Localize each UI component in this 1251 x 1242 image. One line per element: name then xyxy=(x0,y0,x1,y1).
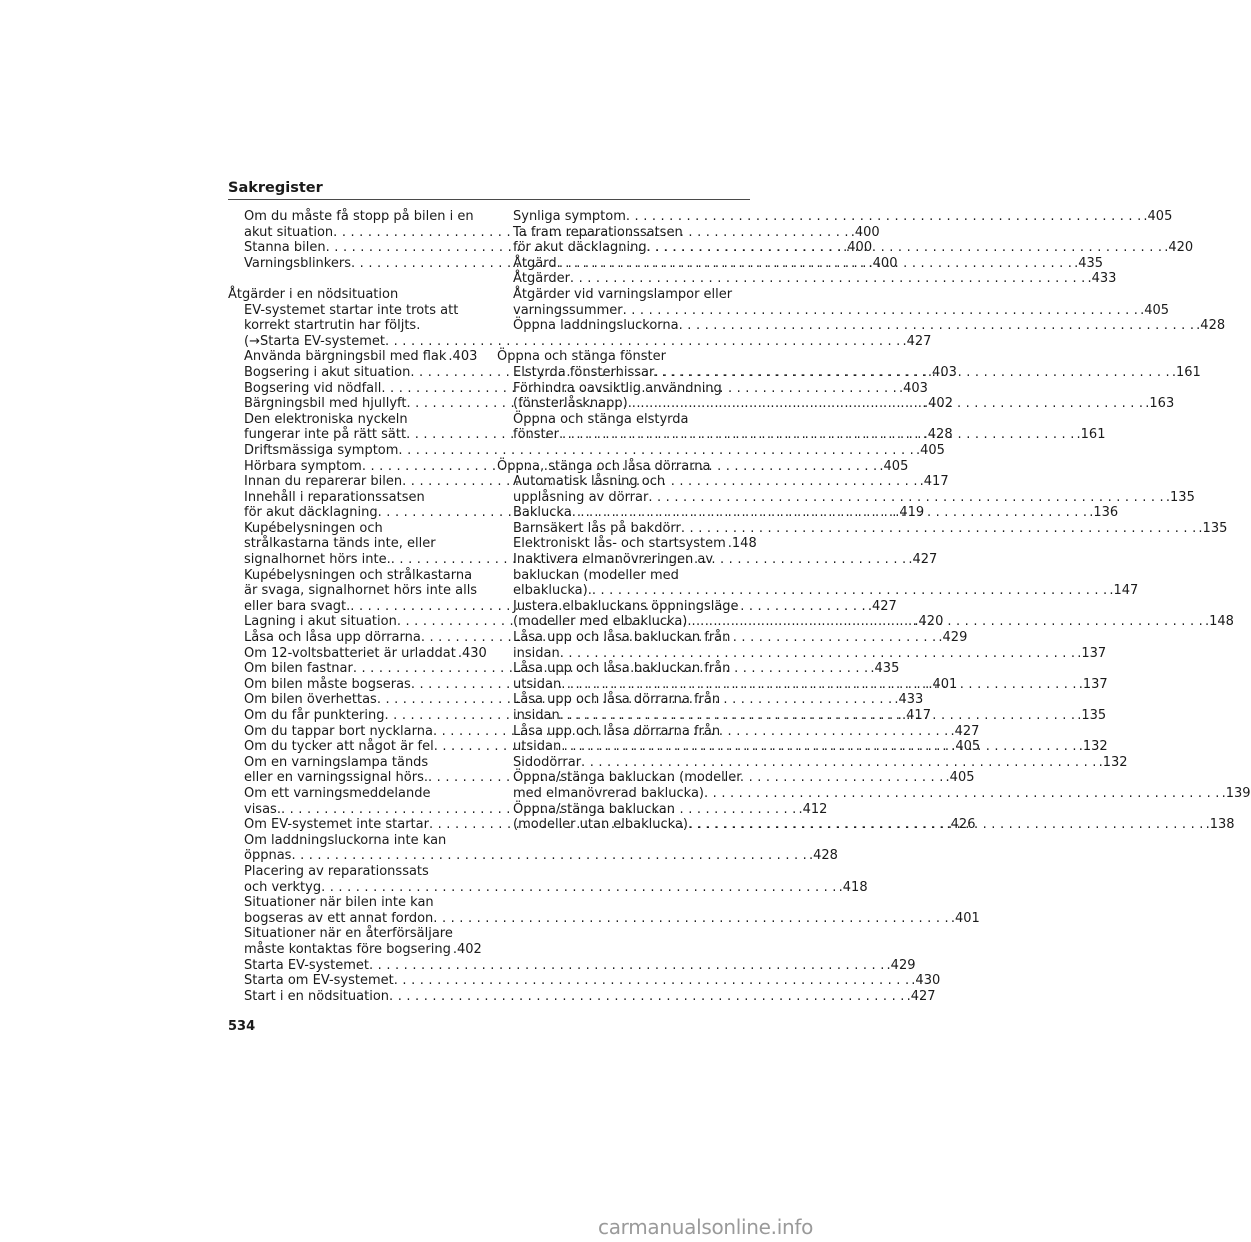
index-entry-label: Varningsblinkers xyxy=(244,255,351,271)
index-entry-page: .435 xyxy=(1074,255,1104,271)
index-entry-page: .420 xyxy=(914,614,944,630)
index-subentry-text: Låsa upp och låsa dörrarna från xyxy=(513,692,721,708)
index-entry[interactable] xyxy=(228,879,868,896)
dot-leader xyxy=(681,521,1197,537)
index-entry-label: Stanna bilen xyxy=(244,240,326,256)
index-subentry-text: är svaga, signalhornet hörs inte alls xyxy=(244,583,478,599)
index-heading: Öppna, stänga och låsa dörrarna xyxy=(497,458,711,474)
index-subentry-text: Åtgärder vid varningslampor eller xyxy=(513,286,733,302)
dot-leader xyxy=(679,318,1195,334)
index-entry-page: .427 xyxy=(867,598,897,614)
dot-leader xyxy=(291,848,807,864)
index-entry-page: .139 xyxy=(1221,785,1251,801)
index-entry-label: eller en varningssignal hörs. xyxy=(244,770,428,786)
index-entry-page: .403 xyxy=(448,349,478,365)
index-entry-label: (→Starta EV-systemet xyxy=(244,333,385,349)
index-entry-label: Bärgningsbil med hjullyft xyxy=(244,396,407,412)
spacer xyxy=(228,271,474,287)
index-subentry-text: bakluckan (modeller med xyxy=(513,567,679,583)
index-entry-page: .412 xyxy=(798,801,828,817)
index-entry[interactable] xyxy=(228,973,941,989)
index-entry-page: .417 xyxy=(902,708,931,723)
index-entry-page: .402 xyxy=(924,396,953,412)
index-entry[interactable] xyxy=(497,520,1228,537)
index-entry-label: för akut däcklagning xyxy=(513,240,647,256)
index-entry-page: .163 xyxy=(1145,396,1175,412)
index-subentry-text: Om laddningsluckorna inte kan xyxy=(244,832,447,848)
index-entry-page: .403 xyxy=(927,364,957,380)
index-entry-page: .132 xyxy=(1078,739,1108,755)
index-entry-label: Starta om EV-systemet xyxy=(244,973,394,989)
index-subentry-text: Situationer när bilen inte kan xyxy=(244,895,434,911)
index-entry-page: .402 xyxy=(452,941,482,957)
index-entry[interactable] xyxy=(497,754,1128,771)
dot-leader xyxy=(321,880,837,896)
index-subentry-text: Öppna/stänga bakluckan xyxy=(513,801,675,817)
index-entry-page: .417 xyxy=(919,474,949,490)
index-subentry-text: Öppna/stänga bakluckan (modeller xyxy=(513,770,742,786)
index-subentry-text: Kupébelysningen och strålkastarna xyxy=(244,567,473,583)
index-entry-page: .161 xyxy=(1171,364,1201,380)
index-entry-label: Låsa och låsa upp dörrarna xyxy=(244,630,421,646)
index-entry-label: Lagning i akut situation xyxy=(244,614,397,630)
index-entry-label: Bogsering vid nödfall xyxy=(244,380,382,396)
index-entry-label: Om bilen överhettas xyxy=(244,692,377,708)
index-entry-page: .427 xyxy=(908,552,938,568)
page-title: Sakregister xyxy=(228,180,323,196)
dot-leader xyxy=(369,958,885,974)
index-entry-label: eller bara svagt. xyxy=(244,598,351,614)
index-entry-label: Elektroniskt lås- och startsystem xyxy=(513,536,726,552)
index-entry-page: .401 xyxy=(928,676,958,692)
header-rule xyxy=(228,199,750,200)
index-entry-page: .429 xyxy=(886,957,916,973)
index-subentry-text: korrekt startrutin har följts. xyxy=(244,318,421,334)
index-subentry-text: Justera elbakluckans öppningsläge xyxy=(513,598,739,614)
index-subentry-text: Om du måste få stopp på bilen i en xyxy=(244,209,474,224)
index-subentry-text: Låsa upp och låsa bakluckan från xyxy=(513,661,731,677)
index-entry-page: .427 xyxy=(906,988,936,1004)
index-heading: Åtgärder i en nödsituation xyxy=(228,286,399,302)
index-entry-page: .138 xyxy=(1205,817,1235,833)
index-entry-label: Starta EV-systemet xyxy=(244,957,369,973)
dot-leader xyxy=(433,911,949,927)
index-entry-page: .405 xyxy=(951,739,981,755)
dot-leader xyxy=(560,708,1076,724)
index-entry-page: .429 xyxy=(938,630,968,646)
dot-leader xyxy=(581,755,1097,771)
index-subentry-text: Låsa upp och låsa bakluckan från xyxy=(513,630,731,646)
dot-leader xyxy=(570,271,1086,287)
index-entry-page: .426 xyxy=(946,817,976,833)
index-subentry-text: Automatisk låsning och xyxy=(513,474,666,490)
index-entry-label: (modeller med elbaklucka) xyxy=(513,614,688,630)
dot-leader xyxy=(389,989,905,1005)
dot-leader xyxy=(394,973,910,989)
index-entry-label: varningssummer xyxy=(513,302,623,318)
index-entry[interactable] xyxy=(497,583,1139,599)
index-entry[interactable] xyxy=(497,536,757,552)
index-entry-label: Synliga symptom xyxy=(513,209,626,224)
index-entry[interactable] xyxy=(228,848,838,864)
index-entry-page: .405 xyxy=(945,770,975,786)
index-entry-page: .433 xyxy=(1087,271,1117,287)
dot-leader xyxy=(561,739,1077,755)
index-entry-label: Om du tycker att något är fel xyxy=(244,739,434,755)
page-header xyxy=(228,179,750,200)
index-subentry-text: strålkastarna tänds inte, eller xyxy=(244,536,436,552)
index-entry-label: elbaklucka). xyxy=(513,583,592,599)
dot-leader xyxy=(654,365,1170,381)
index-entry-label: insidan xyxy=(513,708,560,723)
index-entry-page: .420 xyxy=(1164,240,1194,256)
index-entry-page: .400 xyxy=(843,240,873,256)
index-subentry-text: Inaktivera elmanövreringen av xyxy=(513,552,714,568)
index-entry-label: insidan xyxy=(513,645,560,661)
index-entry-label: signalhornet hörs inte. xyxy=(244,552,391,568)
index-entry-page: .400 xyxy=(868,255,898,271)
index-entry-page: .161 xyxy=(1076,427,1106,443)
index-entry-label: Öppna laddningsluckorna xyxy=(513,318,679,334)
index-entry-label: fungerar inte på rätt sätt xyxy=(244,427,407,443)
index-subentry-text: Förhindra oavsiktlig användning xyxy=(513,380,722,396)
index-entry-page: .405 xyxy=(1143,209,1173,224)
index-entry-label: akut situation xyxy=(244,224,334,240)
index-entry-page: .435 xyxy=(870,661,900,677)
index-entry-page: .403 xyxy=(898,380,928,396)
dot-leader xyxy=(687,614,1203,630)
index-entry-page: .148 xyxy=(1204,614,1234,630)
index-entry-label: Sidodörrar xyxy=(513,754,582,770)
index-entry-label: Baklucka xyxy=(513,505,572,521)
index-entry-page: .135 xyxy=(1198,520,1228,536)
index-entry-page: .418 xyxy=(838,879,868,895)
index-entry-page: .430 xyxy=(911,973,941,989)
index-entry[interactable] xyxy=(228,957,916,974)
index-entry-label: Åtgärder xyxy=(513,271,570,287)
index-subentry-text: Den elektroniska nyckeln xyxy=(244,411,408,427)
dot-leader xyxy=(628,396,1144,412)
spacer xyxy=(497,334,751,350)
index-entry-label: Hörbara symptom xyxy=(244,458,362,474)
watermark: carmanualsonline.info xyxy=(598,1215,814,1239)
index-entry-page: .430 xyxy=(457,645,487,661)
index-entry-page: .428 xyxy=(808,848,838,864)
index-entry-page: .401 xyxy=(950,910,980,926)
index-entry-label: Elstyrda fönsterhissar xyxy=(513,364,655,380)
index-entry-label: Om bilen fastnar xyxy=(244,661,353,677)
index-entry[interactable] xyxy=(497,318,1226,334)
index-entry-label: Om EV-systemet inte startar xyxy=(244,817,429,833)
index-subentry-text: Placering av reparationssats xyxy=(244,863,429,879)
index-entry-label: Om bilen måste bogseras xyxy=(244,676,411,692)
dot-leader xyxy=(560,646,1076,662)
index-entry-label: och verktyg xyxy=(244,879,322,895)
index-entry-page: .405 xyxy=(915,442,945,458)
page-number: 534 xyxy=(228,1019,256,1034)
index-entry-page: .136 xyxy=(1089,505,1119,521)
index-entry-page: .427 xyxy=(950,723,980,739)
index-entry-label: upplåsning av dörrar xyxy=(513,489,649,505)
index-subentry-text: Låsa upp och låsa dörrarna från xyxy=(513,723,721,739)
index-entry[interactable] xyxy=(497,271,1117,287)
dot-leader xyxy=(647,240,1163,256)
index-entry-label: Start i en nödsituation xyxy=(244,988,390,1004)
index-subentry-text: Innehåll i reparationssatsen xyxy=(244,489,425,505)
index-entry-page: .419 xyxy=(895,505,925,521)
dot-leader xyxy=(688,817,1204,833)
index-entry-label: utsidan xyxy=(513,739,562,755)
index-subentry-text: Öppna och stänga elstyrda xyxy=(513,411,689,427)
index-entry[interactable] xyxy=(228,333,932,350)
index-entry[interactable] xyxy=(228,941,482,958)
index-entry-label: Innan du reparerar bilen xyxy=(244,474,403,490)
index-entry-label: bogseras av ett annat fordon xyxy=(244,910,434,926)
index-entry-page: .132 xyxy=(1098,754,1128,770)
index-entry[interactable] xyxy=(228,349,478,365)
index-entry-page: .427 xyxy=(902,333,932,349)
index-entry[interactable] xyxy=(228,645,487,662)
index-entry-page: .148 xyxy=(727,536,757,552)
index-entry-label: Driftsmässiga symptom xyxy=(244,442,399,458)
index-entry-label: för akut däcklagning xyxy=(244,505,378,521)
index-entry-label: måste kontaktas före bogsering xyxy=(244,941,451,957)
dot-leader xyxy=(592,583,1108,599)
index-entry-label: Om du tappar bort nycklarna xyxy=(244,723,433,739)
index-entry-label: (fönsterlåsknapp) xyxy=(513,396,628,412)
index-subentry-text: Om ett varningsmeddelande xyxy=(244,785,431,801)
index-entry-label: Barnsäkert lås på bakdörr xyxy=(513,520,681,536)
index-entry-page: .135 xyxy=(1165,489,1195,505)
index-entry[interactable] xyxy=(497,489,1195,506)
dot-leader xyxy=(557,256,1073,272)
index-entry[interactable] xyxy=(228,442,945,459)
index-entry-label: Om du får punktering xyxy=(244,708,385,723)
dot-leader xyxy=(559,427,1075,443)
index-entry[interactable] xyxy=(497,209,1173,225)
index-entry-label: Bogsering i akut situation xyxy=(244,364,411,380)
index-entry[interactable] xyxy=(497,645,1107,662)
index-entry[interactable] xyxy=(228,988,936,1005)
index-entry-page: .405 xyxy=(1140,302,1170,318)
index-entry-page: .433 xyxy=(894,692,924,708)
index-entry-page: .400 xyxy=(850,224,880,240)
dot-leader xyxy=(626,209,1142,225)
dot-leader xyxy=(623,303,1139,319)
index-entry-label: öppnas xyxy=(244,848,292,864)
dot-leader xyxy=(704,786,1220,802)
index-entry-page: .428 xyxy=(1196,318,1226,334)
index-entry-label: fönster xyxy=(513,427,559,443)
dot-leader xyxy=(648,490,1164,506)
dot-leader xyxy=(561,677,1077,693)
index-subentry-text: Kupébelysningen och xyxy=(244,520,383,536)
dot-leader xyxy=(572,505,1088,521)
spacer xyxy=(497,443,751,459)
index-entry-page: .147 xyxy=(1109,583,1139,599)
index-entry-page: .137 xyxy=(1077,645,1107,661)
index-subentry-text: EV-systemet startar inte trots att xyxy=(244,302,459,318)
index-entry-label: med elmanövrerad baklucka) xyxy=(513,785,705,801)
index-entry-page: .135 xyxy=(1077,708,1107,723)
index-entry[interactable] xyxy=(497,785,1251,802)
index-subentry-text: Ta fram reparationssatsen xyxy=(513,224,683,240)
index-entry-label: (modeller utan elbaklucka) xyxy=(513,817,689,833)
index-entry-label: Om 12-voltsbatteriet är urladdat xyxy=(244,645,456,661)
index-entry-page: .405 xyxy=(879,458,909,474)
index-entry-page: .428 xyxy=(923,427,953,443)
index-entry-page: .137 xyxy=(1078,676,1108,692)
index-entry[interactable] xyxy=(497,302,1170,319)
index-entry-label: visas. xyxy=(244,801,281,817)
index-entry[interactable] xyxy=(228,910,980,927)
index-entry-label: utsidan xyxy=(513,676,562,692)
index-subentry-text: Situationer när en återförsäljare xyxy=(244,926,453,942)
index-heading: Öppna och stänga fönster xyxy=(497,349,666,365)
index-entry-label: Åtgärd xyxy=(513,255,557,271)
index-entry-label: Använda bärgningsbil med flak xyxy=(244,349,447,365)
index-subentry-text: Om en varningslampa tänds xyxy=(244,754,429,770)
